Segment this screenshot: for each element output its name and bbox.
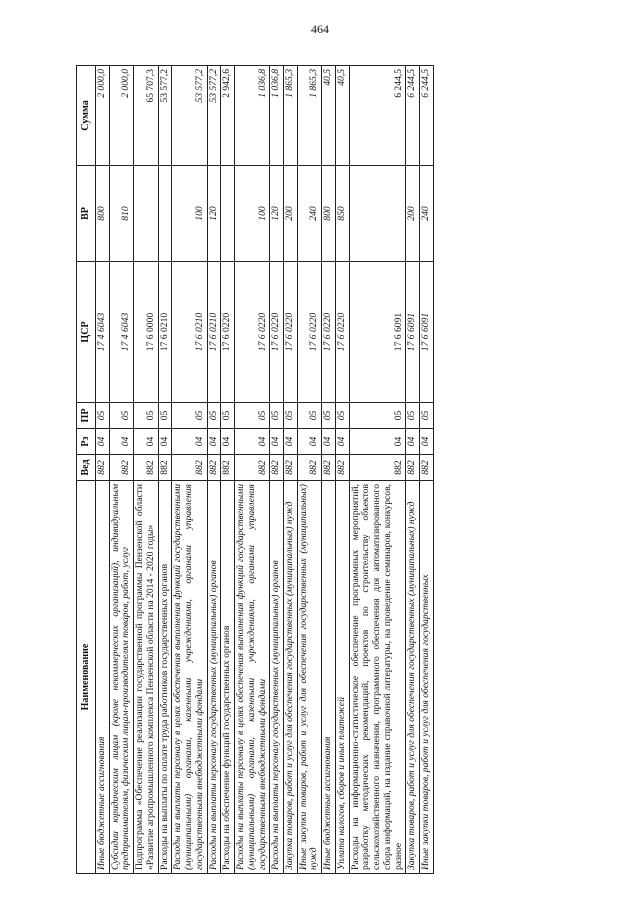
cell-pr: 05 bbox=[297, 403, 321, 429]
cell-rz: 04 bbox=[284, 429, 298, 455]
cell-vr: 120 bbox=[207, 166, 221, 262]
table-row bbox=[96, 66, 110, 874]
cell-vr bbox=[221, 166, 235, 262]
cell-pr: 05 bbox=[134, 403, 158, 429]
table-row bbox=[349, 66, 406, 874]
table-row bbox=[284, 66, 298, 874]
cell-pr: 05 bbox=[270, 403, 284, 429]
cell-csr: 17 6 6091 bbox=[349, 262, 406, 403]
cell-vr: 850 bbox=[335, 166, 349, 262]
cell-rz: 04 bbox=[349, 429, 406, 455]
cell-pr: 05 bbox=[322, 403, 336, 429]
cell-rz: 04 bbox=[109, 429, 133, 455]
cell-vr bbox=[134, 166, 158, 262]
header-sum: Сумма bbox=[77, 66, 96, 166]
cell-vr: 800 bbox=[322, 166, 336, 262]
cell-ved: 882 bbox=[172, 455, 207, 481]
cell-pr: 05 bbox=[207, 403, 221, 429]
table-row bbox=[406, 66, 420, 874]
cell-name: Подпрограмма «Обеспечение реализации государственной программы Пензенской области «Развитие агропромышленного комплекса Пензенской области на 2014 - 2020 годы» bbox=[134, 481, 158, 874]
rotated-page-content bbox=[76, 66, 563, 874]
cell-rz: 04 bbox=[221, 429, 235, 455]
cell-name: Расходы на выплаты по оплате труда работников государственных органов bbox=[158, 481, 172, 874]
cell-rz: 04 bbox=[406, 429, 420, 455]
cell-sum: 1 036,8 bbox=[235, 66, 270, 166]
header-ved: Вед bbox=[77, 455, 96, 481]
cell-vr: 100 bbox=[172, 166, 207, 262]
cell-name: Закупка товаров, работ и услуг для обеспечения государственных (муниципальных) нужд bbox=[284, 481, 298, 874]
cell-ved: 882 bbox=[335, 455, 349, 481]
header-pr: ПР bbox=[77, 403, 96, 429]
cell-name: Субсидии юридическим лицам (кроме некоммерческих организаций), индивидуальным предпринимателям, физическим лицам-производителям товаров, работ, услуг bbox=[109, 481, 133, 874]
cell-ved: 882 bbox=[322, 455, 336, 481]
cell-sum: 1 865,3 bbox=[284, 66, 298, 166]
cell-name: Расходы на обеспечение функций государственных органов bbox=[221, 481, 235, 874]
cell-rz: 04 bbox=[134, 429, 158, 455]
cell-vr: 200 bbox=[284, 166, 298, 262]
cell-name: Иные бюджетные ассигнования bbox=[96, 481, 110, 874]
cell-rz: 04 bbox=[297, 429, 321, 455]
cell-vr: 800 bbox=[96, 166, 110, 262]
table-row bbox=[134, 66, 158, 874]
cell-pr: 05 bbox=[158, 403, 172, 429]
rotated-table-area bbox=[76, 66, 563, 874]
cell-sum: 2 000,0 bbox=[109, 66, 133, 166]
table-row bbox=[207, 66, 221, 874]
cell-rz: 04 bbox=[207, 429, 221, 455]
cell-csr: 17 6 0220 bbox=[270, 262, 284, 403]
table-row bbox=[420, 66, 434, 874]
cell-csr: 17 6 6091 bbox=[406, 262, 420, 403]
cell-sum: 53 577,2 bbox=[158, 66, 172, 166]
table-row bbox=[235, 66, 270, 874]
cell-vr: 120 bbox=[270, 166, 284, 262]
table-row bbox=[172, 66, 207, 874]
table-row bbox=[297, 66, 321, 874]
cell-pr: 05 bbox=[406, 403, 420, 429]
cell-name: Расходы на выплаты персоналу государственных (муниципальных) органов bbox=[207, 481, 221, 874]
cell-sum: 6 244,5 bbox=[349, 66, 406, 166]
cell-ved: 882 bbox=[221, 455, 235, 481]
cell-name: Расходы на выплаты персоналу в целях обеспечения выполнения функций государственными (муниципальными) органами, казенными учреждениями, органами управления государственными внебюджетными фондами bbox=[172, 481, 207, 874]
table-row bbox=[221, 66, 235, 874]
cell-rz: 04 bbox=[420, 429, 434, 455]
table-row bbox=[158, 66, 172, 874]
header-csr: ЦСР bbox=[77, 262, 96, 403]
cell-pr: 05 bbox=[349, 403, 406, 429]
cell-csr: 17 6 0220 bbox=[322, 262, 336, 403]
cell-sum: 65 707,3 bbox=[134, 66, 158, 166]
cell-sum: 6 244,5 bbox=[420, 66, 434, 166]
cell-pr: 05 bbox=[172, 403, 207, 429]
cell-name: Уплата налогов, сборов и иных платежей bbox=[335, 481, 349, 874]
cell-csr: 17 6 0000 bbox=[134, 262, 158, 403]
cell-pr: 05 bbox=[109, 403, 133, 429]
cell-vr: 240 bbox=[420, 166, 434, 262]
table-body bbox=[96, 66, 434, 874]
cell-name: Иные закупки товаров, работ и услуг для обеспечения государственных (муниципальных) нужд bbox=[297, 481, 321, 874]
cell-ved: 882 bbox=[207, 455, 221, 481]
cell-ved: 882 bbox=[109, 455, 133, 481]
cell-ved: 882 bbox=[270, 455, 284, 481]
cell-sum: 40,5 bbox=[335, 66, 349, 166]
table-row bbox=[322, 66, 336, 874]
table-row bbox=[109, 66, 133, 874]
cell-name: Закупка товаров, работ и услуг для обеспечения государственных (муниципальных) нужд bbox=[406, 481, 420, 874]
page-number: 464 bbox=[311, 22, 329, 36]
cell-csr: 17 4 6043 bbox=[109, 262, 133, 403]
cell-pr: 05 bbox=[284, 403, 298, 429]
header-rz: Рз bbox=[77, 429, 96, 455]
cell-name: Расходы на выплаты персоналу в целях обеспечения выполнения функций государственными (муниципальными) органами, казенными учреждениями, органами управления государственными внебюджетными фондами bbox=[235, 481, 270, 874]
cell-rz: 04 bbox=[335, 429, 349, 455]
cell-sum: 53 577,2 bbox=[172, 66, 207, 166]
cell-rz: 04 bbox=[235, 429, 270, 455]
cell-name: Иные закупки товаров, работ и услуг для обеспечения государственных bbox=[420, 481, 434, 874]
cell-vr: 100 bbox=[235, 166, 270, 262]
cell-ved: 882 bbox=[96, 455, 110, 481]
budget-table bbox=[76, 65, 434, 874]
cell-rz: 04 bbox=[322, 429, 336, 455]
cell-ved: 882 bbox=[284, 455, 298, 481]
cell-name: Иные бюджетные ассигнования bbox=[322, 481, 336, 874]
cell-ved: 882 bbox=[420, 455, 434, 481]
cell-csr: 17 6 0220 bbox=[335, 262, 349, 403]
cell-sum: 2 000,0 bbox=[96, 66, 110, 166]
cell-pr: 05 bbox=[235, 403, 270, 429]
cell-pr: 05 bbox=[96, 403, 110, 429]
cell-name: Расходы на выплаты персоналу государственных (муниципальных) органов bbox=[270, 481, 284, 874]
cell-sum: 2 942,6 bbox=[221, 66, 235, 166]
cell-csr: 17 6 0210 bbox=[158, 262, 172, 403]
cell-rz: 04 bbox=[270, 429, 284, 455]
cell-vr: 240 bbox=[297, 166, 321, 262]
cell-csr: 17 6 6091 bbox=[420, 262, 434, 403]
cell-sum: 6 244,5 bbox=[406, 66, 420, 166]
cell-csr: 17 6 0210 bbox=[172, 262, 207, 403]
cell-sum: 1 036,8 bbox=[270, 66, 284, 166]
cell-vr: 200 bbox=[406, 166, 420, 262]
cell-csr: 17 4 6043 bbox=[96, 262, 110, 403]
header-name: Наименование bbox=[77, 481, 96, 874]
table-row bbox=[270, 66, 284, 874]
cell-csr: 17 6 0220 bbox=[284, 262, 298, 403]
cell-rz: 04 bbox=[158, 429, 172, 455]
cell-pr: 05 bbox=[221, 403, 235, 429]
cell-csr: 17 6 0210 bbox=[207, 262, 221, 403]
cell-csr: 17 6 0220 bbox=[235, 262, 270, 403]
header-vr: ВР bbox=[77, 166, 96, 262]
cell-ved: 882 bbox=[134, 455, 158, 481]
table-header-row bbox=[77, 66, 96, 874]
cell-sum: 1 865,3 bbox=[297, 66, 321, 166]
cell-rz: 04 bbox=[96, 429, 110, 455]
cell-sum: 53 577,2 bbox=[207, 66, 221, 166]
cell-ved: 882 bbox=[349, 455, 406, 481]
cell-vr: 810 bbox=[109, 166, 133, 262]
cell-sum: 40,5 bbox=[322, 66, 336, 166]
cell-vr bbox=[158, 166, 172, 262]
cell-rz: 04 bbox=[172, 429, 207, 455]
cell-name: Расходы на информационно-статистическое обеспечение программных мероприятий, разработку методических рекомендаций, проектов по строительству объектов сельскохозяйственного назначения, программного обеспечения для автоматизированного сбора информаций, на издание справочной литературы, на проведение семинаров, конкурсов, разное bbox=[349, 481, 406, 874]
cell-csr: 17 6 0220 bbox=[297, 262, 321, 403]
cell-pr: 05 bbox=[335, 403, 349, 429]
cell-csr: 17 6 0220 bbox=[221, 262, 235, 403]
cell-vr bbox=[349, 166, 406, 262]
table-row bbox=[335, 66, 349, 874]
cell-pr: 05 bbox=[420, 403, 434, 429]
cell-ved: 882 bbox=[297, 455, 321, 481]
cell-ved: 882 bbox=[406, 455, 420, 481]
cell-ved: 882 bbox=[235, 455, 270, 481]
cell-ved: 882 bbox=[158, 455, 172, 481]
